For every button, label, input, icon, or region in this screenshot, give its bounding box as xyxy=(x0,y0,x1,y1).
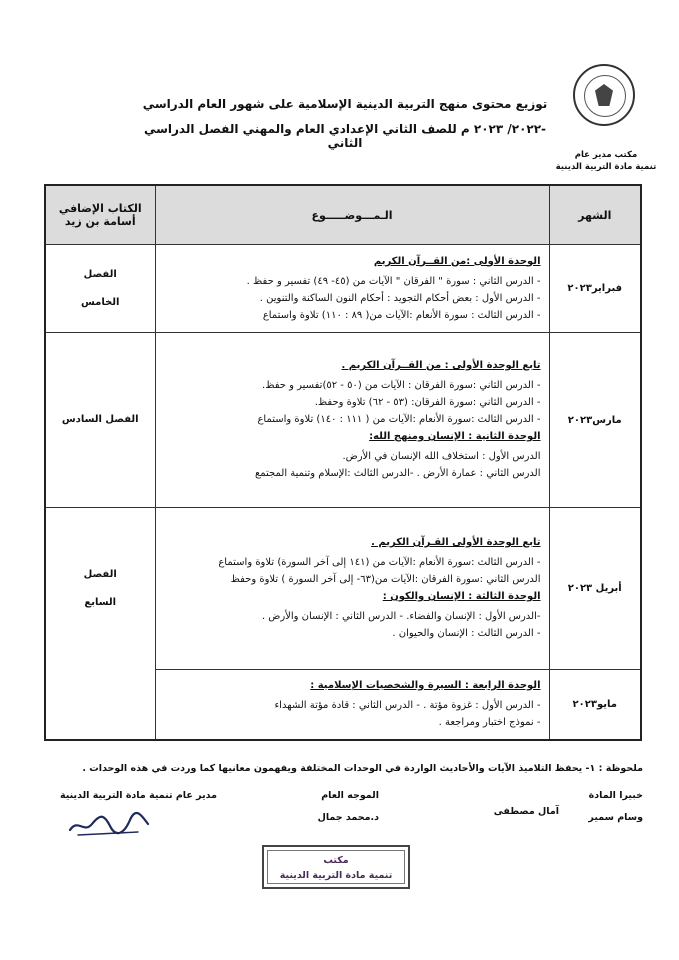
unit-heading: الوحدة الثالثة : الإنسان والكون : xyxy=(382,591,541,602)
month-cell: مارس٢٠٢٣ xyxy=(549,333,641,508)
supervisor-name: د.محمد جمال xyxy=(317,812,379,823)
lesson-line: - نموذج اختبار ومراجعة . xyxy=(438,716,541,728)
month-cell: أبريل ٢٠٢٣ xyxy=(549,508,641,670)
header-book-line1: الكتاب الإضافي xyxy=(58,202,142,215)
director-signature-handwriting xyxy=(68,808,150,838)
document-title: توزيع محتوى منهج التربية الدينية الإسلامية على شهور العام الدراسي xyxy=(142,97,548,111)
lesson-line: - الدرس الثالث : سورة الأنعام :الآيات من( ٨٩ : ١١٠) تلاوة واستماع xyxy=(262,309,541,321)
table-row xyxy=(45,245,641,333)
unit-heading: تابع الوحدة الأولى القـرآن الكريم . xyxy=(371,537,541,548)
unit-heading: تابع الوحدة الأولى : من القــرآن الكريم . xyxy=(341,360,541,371)
book-cell xyxy=(45,245,155,333)
topic-cell xyxy=(155,245,549,333)
book-cell xyxy=(45,508,155,670)
book-chapter-label: الفصل xyxy=(83,268,117,280)
director-title: مدير عام تنمية مادة التربية الدينية xyxy=(60,790,218,801)
book-chapter-label: الفصل xyxy=(83,568,117,580)
curriculum-table xyxy=(44,184,642,741)
lesson-line: - الدرس الثالث : الإنسان والحيوان . xyxy=(392,628,541,639)
ministry-seal-logo xyxy=(573,64,635,126)
topic-cell xyxy=(155,670,549,740)
lesson-line: -الدرس الأول : الإنسان والفضاء. - الدرس الثاني : الإنسان والأرض . xyxy=(261,611,541,622)
book-chapter-number: السابع xyxy=(84,596,117,608)
office-label-line2: تنمية مادة التربية الدينية xyxy=(555,162,657,172)
office-label-line1: مكتب مدير عام xyxy=(574,150,638,160)
month-cell: مايو٢٠٢٣ xyxy=(549,670,641,740)
table-row xyxy=(45,333,641,508)
office-stamp xyxy=(262,845,410,889)
lesson-line: - الدرس الثاني :سورة الفرقان : الآيات من (٥٠ - ٥٢)تفسير و حفظ. xyxy=(262,380,541,391)
lesson-line: - الدرس الثاني :سورة الفرقان: (٥٣ - ٦٢) تلاوة وحفظ. xyxy=(314,397,541,408)
table-header-row xyxy=(45,185,641,245)
footnote: ملحوظة : ١- يحفظ التلاميذ الآيات والأحاديث الواردة في الوحدات المختلفة ويفهمون معانيها كما وردت في هذه الوحدات . xyxy=(82,763,643,774)
lesson-line: - الدرس الأول : غزوة مؤتة . - الدرس الثاني : قادة مؤتة الشهداء xyxy=(274,699,541,711)
expert2-name: آمال مصطفى xyxy=(493,806,559,817)
expert1-name: وسام سمير xyxy=(588,812,643,823)
book-chapter-number: الخامس xyxy=(81,296,120,308)
lesson-line: - الدرس الأول : بعض أحكام التجويد : أحكام النون الساكنة والتنوين . xyxy=(259,292,541,304)
experts-title: خبيرا المادة xyxy=(588,790,643,801)
supervisor-title: الموجه العام xyxy=(321,790,379,801)
header-book-line2: أسامة بن زيد xyxy=(64,215,136,228)
book-chapter-label: الفصل السادس xyxy=(61,414,139,425)
unit-heading: الوحدة الرابعة : السيرة والشخصيات الإسلامية : xyxy=(310,679,541,691)
lesson-line: - الدرس الثالث :سورة الأنعام :الآيات من ( ١١١ : ١٤٠) تلاوة واستماع xyxy=(257,414,541,425)
document-subtitle: -٢٠٢٢/ ٢٠٢٣ م للصف الثاني الإعدادي العام والمهني الفصل الدراسي الثاني xyxy=(143,122,547,150)
table-row xyxy=(45,670,641,740)
book-cell xyxy=(45,333,155,508)
lesson-line: - الدرس الثالث :سورة الأنعام :الآيات من (١٤١ إلى آخر السورة) تلاوة واستماع xyxy=(218,557,541,568)
unit-heading: الوحدة الثانية : الإنسان ومنهج الله: xyxy=(369,431,541,442)
lesson-line: الدرس الأول : استخلاف الله الإنسان في الأرض. xyxy=(342,451,541,462)
topic-cell xyxy=(155,508,549,670)
lesson-line: - الدرس الثاني : سورة " الفرقان " الآيات من (٤٥- ٤٩) تفسير و حفظ . xyxy=(246,275,541,287)
unit-heading: الوحدة الأولى :من القــرآن الكريم xyxy=(373,255,541,267)
header-book xyxy=(45,185,155,245)
stamp-line2: تنمية مادة التربية الدينية xyxy=(279,870,393,881)
month-cell: فبراير٢٠٢٣ xyxy=(549,245,641,333)
header-topic: الـمـــوضـــــوع xyxy=(155,185,549,245)
lesson-line: الدرس الثاني : عمارة الأرض . -الدرس الثالث :الإسلام وتنمية المجتمع xyxy=(254,468,541,479)
table-row xyxy=(45,508,641,670)
topic-cell xyxy=(155,333,549,508)
book-cell xyxy=(45,670,155,740)
lesson-line: الدرس الثاني :سورة الفرقان :الآيات من(٦٣- إلى آخر السورة ) تلاوة وحفظ xyxy=(230,574,541,585)
header-month: الشهر xyxy=(549,185,641,245)
stamp-line1: مكتب xyxy=(323,855,349,866)
